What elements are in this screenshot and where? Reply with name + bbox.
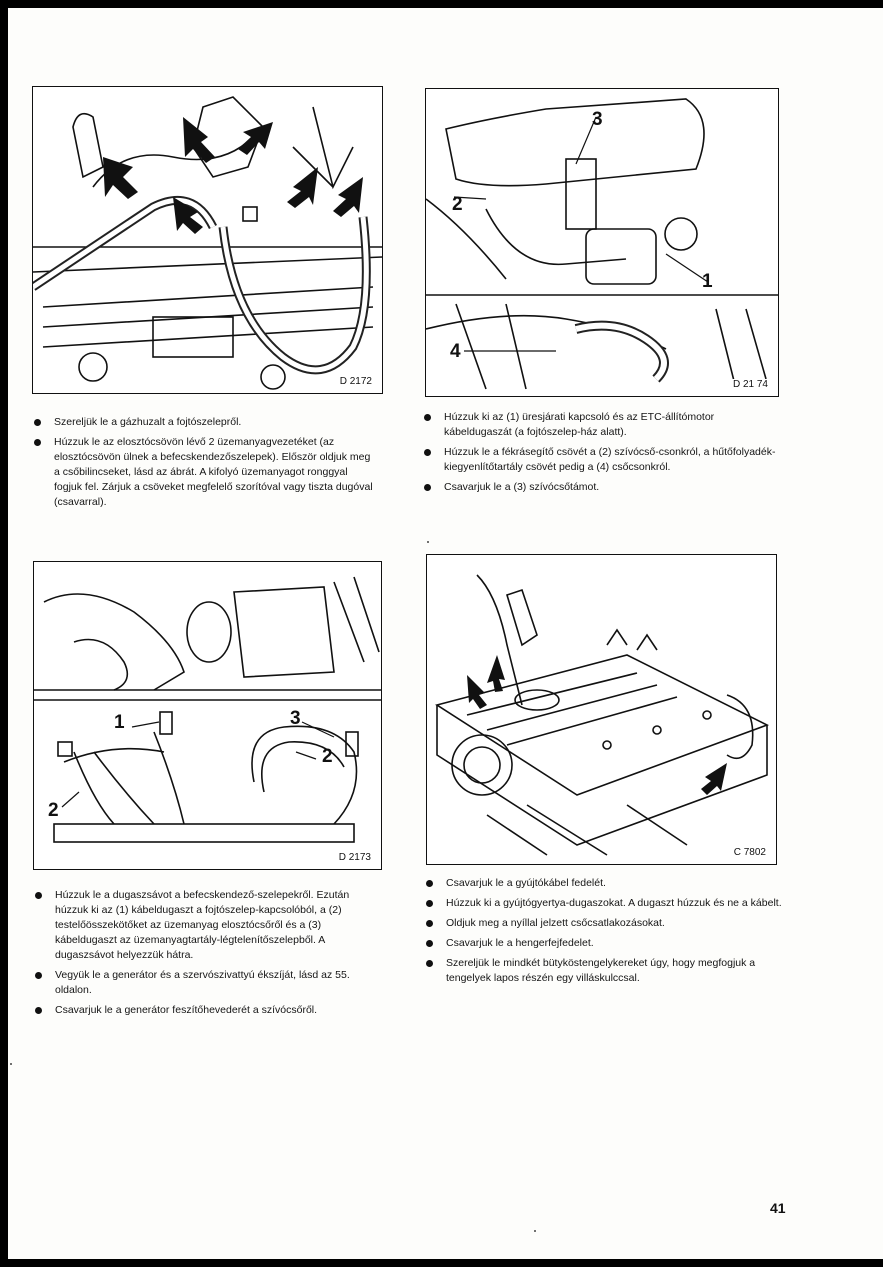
figure-throttle-fuel-lines	[32, 86, 383, 394]
callout-2: 2	[322, 746, 333, 767]
figure-code: D 21 74	[732, 379, 768, 390]
callout-2: 2	[48, 800, 59, 821]
instructions-bottom-left	[33, 888, 385, 1023]
callout-4: 4	[450, 341, 461, 362]
scan-speck	[10, 1063, 12, 1065]
list-item: Csavarjuk le a (3) szívócsőtámot.	[422, 480, 782, 495]
list-item: Vegyük le a generátor és a szervószivattyú ékszíját, lásd az 55. oldalon.	[33, 968, 385, 998]
list-item: Húzzuk le a dugaszsávot a befecskendező-szelepekről. Ezután húzzuk ki az (1) kábeldugaszt a fojtószelep-kapcsolóból, a (2) testelőösszekötőket az üzemanyag elosztócsőről és a (3) kábeldugaszt az üzemanyagtartály-légtelenítőszelepből. A dugaszsávot helyezzük hátra.	[33, 888, 385, 963]
callout-1: 1	[702, 271, 713, 292]
list-item: Csavarjuk le a hengerfejfedelet.	[424, 936, 786, 951]
list-item: Csavarjuk le a gyújtókábel fedelét.	[424, 876, 786, 891]
page-number: 41	[770, 1200, 786, 1216]
figure-code: D 2172	[339, 376, 372, 387]
figure-injector-connector-strip	[33, 561, 382, 870]
figure-code: C 7802	[733, 847, 766, 858]
scan-speck	[427, 541, 429, 543]
list-item: Oldjuk meg a nyíllal jelzett csőcsatlakozásokat.	[424, 916, 786, 931]
connector-illustration	[34, 562, 381, 869]
callout-3: 3	[592, 109, 603, 130]
list-item: Húzzuk ki a gyújtógyertya-dugaszokat. A dugaszt húzzuk és ne a kábelt.	[424, 896, 786, 911]
figure-intake-connections	[425, 88, 779, 397]
callout-3: 3	[290, 708, 301, 729]
intake-illustration	[426, 89, 778, 396]
figure-code: D 2173	[338, 852, 371, 863]
instructions-bottom-right	[424, 876, 786, 991]
cylinder-head-illustration	[427, 555, 776, 864]
figure-cylinder-head-cover	[426, 554, 777, 865]
list-item: Szereljük le a gázhuzalt a fojtószelepről.	[32, 415, 378, 430]
list-item: Húzzuk le a fékrásegítő csövét a (2) szívócső-csonkról, a hűtőfolyadék-kiegyenlítőtartály csövét pedig a (4) csőcsonkról.	[422, 445, 782, 475]
list-item: Húzzuk ki az (1) üresjárati kapcsoló és az ETC-állítómotor kábeldugaszát (a fojtószelep-ház alatt).	[422, 410, 782, 440]
manual-page	[8, 8, 883, 1259]
list-item: Szereljük le mindkét bütyköstengelykereket úgy, hogy megfogjuk a tengelyek lapos részén egy villáskulccsal.	[424, 956, 786, 986]
callout-1: 1	[114, 712, 125, 733]
list-item: Csavarjuk le a generátor feszítőhevederét a szívócsőről.	[33, 1003, 385, 1018]
instructions-top-right	[422, 410, 782, 500]
instructions-top-left	[32, 415, 378, 515]
callout-2: 2	[452, 194, 463, 215]
list-item: Húzzuk le az elosztócsövön lévő 2 üzemanyagvezetéket (az elosztócsövön ülnek a befecskendezőszelepek). Először oldjuk meg a csőbilincseket, lásd az ábrát. A kifolyó üzemanyagot ronggyal fogjuk fel. Zárjuk a csöveket megfelelő szorítóval vagy tiszta dugóval (csavarral).	[32, 435, 378, 510]
engine-illustration	[33, 87, 382, 393]
scan-speck	[534, 1230, 536, 1232]
